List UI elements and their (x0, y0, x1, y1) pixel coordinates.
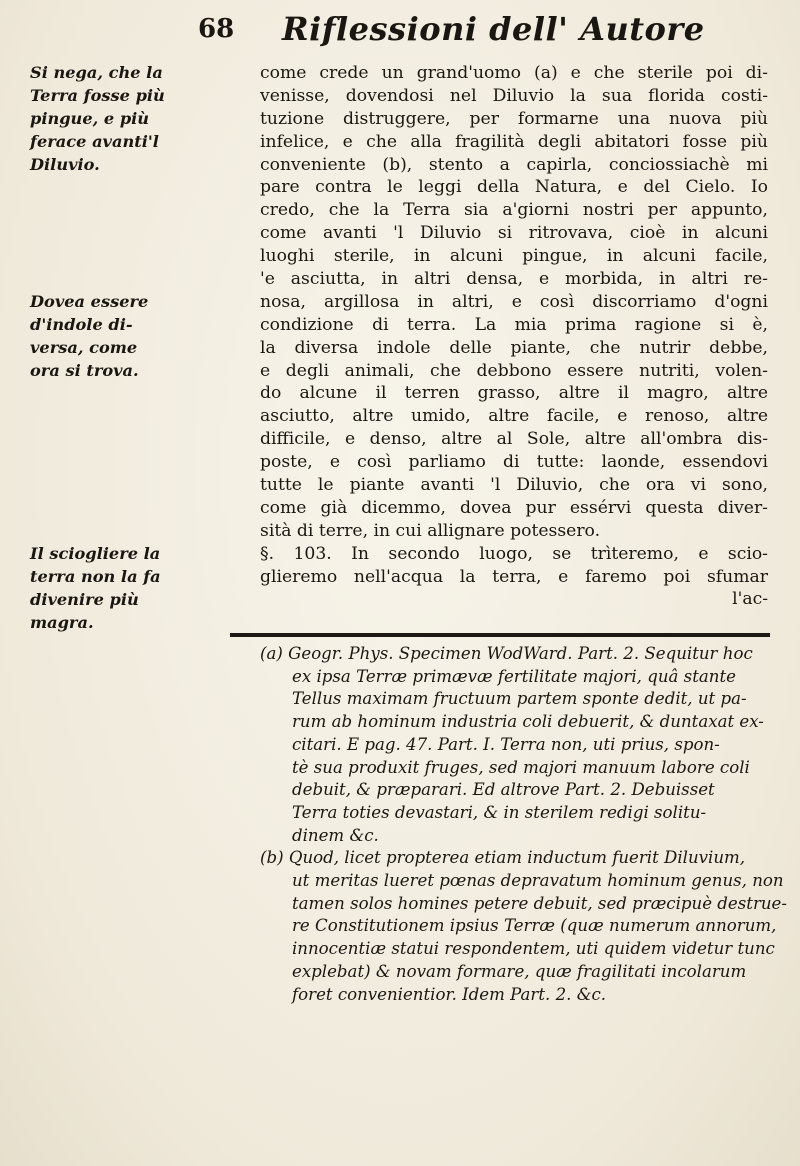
text-line: come crede un grand'uomo (a) e che sterile poi di- (260, 63, 768, 83)
margin-note-line: Si nega, che la (30, 63, 163, 82)
footnote (260, 847, 787, 1006)
text-line: tutte le piante avanti 'l Diluvio, che ora vi sono, (260, 475, 768, 496)
footnote-line: tè sua produxit fruges, sed majori manuum labore coli (292, 757, 750, 777)
margin-note-line: Diluvio. (30, 154, 100, 174)
margin-note-line: divenire più (30, 589, 139, 609)
main-text (260, 62, 768, 611)
margin-note-line: magra. (30, 612, 94, 632)
footnote-line: Terra toties devastari, & in sterilem redigi solitu- (292, 802, 707, 822)
footnote-line: (b) Quod, licet propterea etiam inductum fuerit Diluvium, (260, 848, 746, 868)
footnote-line: Tellus maximam fructuum partem sponte dedit, ut pa- (292, 689, 747, 709)
text-line: tuzione distruggere, per formarne una nuova più (260, 108, 768, 129)
margin-note-line: Il sciogliere la (30, 544, 161, 563)
text-line: l'ac- (732, 589, 768, 610)
text-line: poste, e così parliamo di tutte: laonde, essendovi (260, 452, 768, 473)
text-line: sità di terre, in cui allignare potessero. (260, 520, 601, 541)
margin-note-line: Dovea essere (30, 292, 149, 311)
footnote (260, 643, 765, 847)
margin-note-line: d'indole di- (30, 314, 133, 334)
footnote-line: foret convenientior. Idem Part. 2. &c. (292, 984, 607, 1004)
page-header (0, 10, 800, 60)
text-line: condizione di terra. La mia prima ragione si è, (260, 314, 768, 335)
footnote-line: innocentiæ statui respondentem, uti quidem videtur tunc (292, 939, 775, 959)
text-line: §. 103. In secondo luogo, se trìteremo, e scio- (260, 543, 768, 564)
text-line: difficile, e denso, altre al Sole, altre all'ombra dis- (260, 429, 768, 450)
footnote-line: tamen solos homines petere debuit, sed præcipuè destrue- (292, 893, 787, 913)
footnote-line: explebat) & novam formare, quæ fragilitati incolarum (292, 961, 747, 981)
text-line: la diversa indole delle piante, che nutrir debbe, (260, 337, 768, 358)
text-line: come già dicemmo, dovea pur essérvi questa diver- (260, 497, 768, 518)
margin-note-line: ora si trova. (30, 360, 139, 380)
margin-note-line: pingue, e più (30, 108, 150, 128)
margin-note-line: Terra fosse più (30, 85, 165, 105)
footnotes (260, 643, 787, 1006)
margin-note-line: ferace avanti'l (30, 131, 159, 151)
text-line: asciutto, altre umido, altre facile, e renoso, altre (260, 406, 768, 427)
text-line: nosa, argillosa in altri, e così discorriamo d'ogni (260, 291, 768, 312)
footnote-line: (a) Geogr. Phys. Specimen WodWard. Part. 2. Sequitur hoc (260, 644, 753, 663)
margin-note-line: terra non la fa (30, 566, 161, 586)
text-line: conveniente (b), stento a capirla, conciossiachè mi (260, 154, 768, 175)
footnote-line: debuit, & præparari. Ed altrove Part. 2. Debuisset (292, 780, 715, 800)
text-line: do alcune il terren grasso, altre il magro, altre (260, 383, 768, 404)
running-title: Riflessioni dell' Autore (282, 10, 705, 48)
text-line: come avanti 'l Diluvio si ritrovava, cioè in alcuni (260, 223, 768, 244)
text-line: 'e asciutta, in altri densa, e morbida, in altri re- (260, 269, 768, 290)
text-line: glieremo nell'acqua la terra, e faremo poi sfumar (260, 566, 768, 587)
text-line: venisse, dovendosi nel Diluvio la sua florida costi- (260, 85, 768, 106)
text-line: infelice, e che alla fragilità degli abitatori fosse più (260, 131, 768, 152)
footnote-line: citari. E pag. 47. Part. I. Terra non, uti prius, spon- (292, 734, 720, 754)
page-number: 68 (198, 14, 235, 44)
margin-note (30, 543, 161, 635)
footnote-line: ut meritas lueret pœnas depravatum hominum genus, non (292, 871, 784, 891)
margin-note (30, 62, 165, 177)
footnote-line: rum ab hominum industria coli debuerit, & duntaxat ex- (292, 712, 764, 732)
text-line: pare contra le leggi della Natura, e del Cielo. Io (260, 177, 768, 198)
footnote-line: ex ipsa Terræ primævæ fertilitate majori, quâ stante (292, 666, 736, 686)
footnote-line: re Constitutionem ipsius Terræ (quæ numerum annorum, (292, 916, 777, 936)
footnote-line: dinem &c. (292, 825, 379, 845)
text-line: luoghi sterile, in alcuni pingue, in alcuni facile, (260, 246, 768, 267)
margin-note (30, 291, 148, 383)
margin-note-line: versa, come (30, 337, 138, 357)
text-line: credo, che la Terra sia a'giorni nostri per appunto, (260, 200, 768, 221)
text-line: e degli animali, che debbono essere nutriti, volen- (260, 360, 768, 381)
footnote-divider (230, 633, 770, 637)
